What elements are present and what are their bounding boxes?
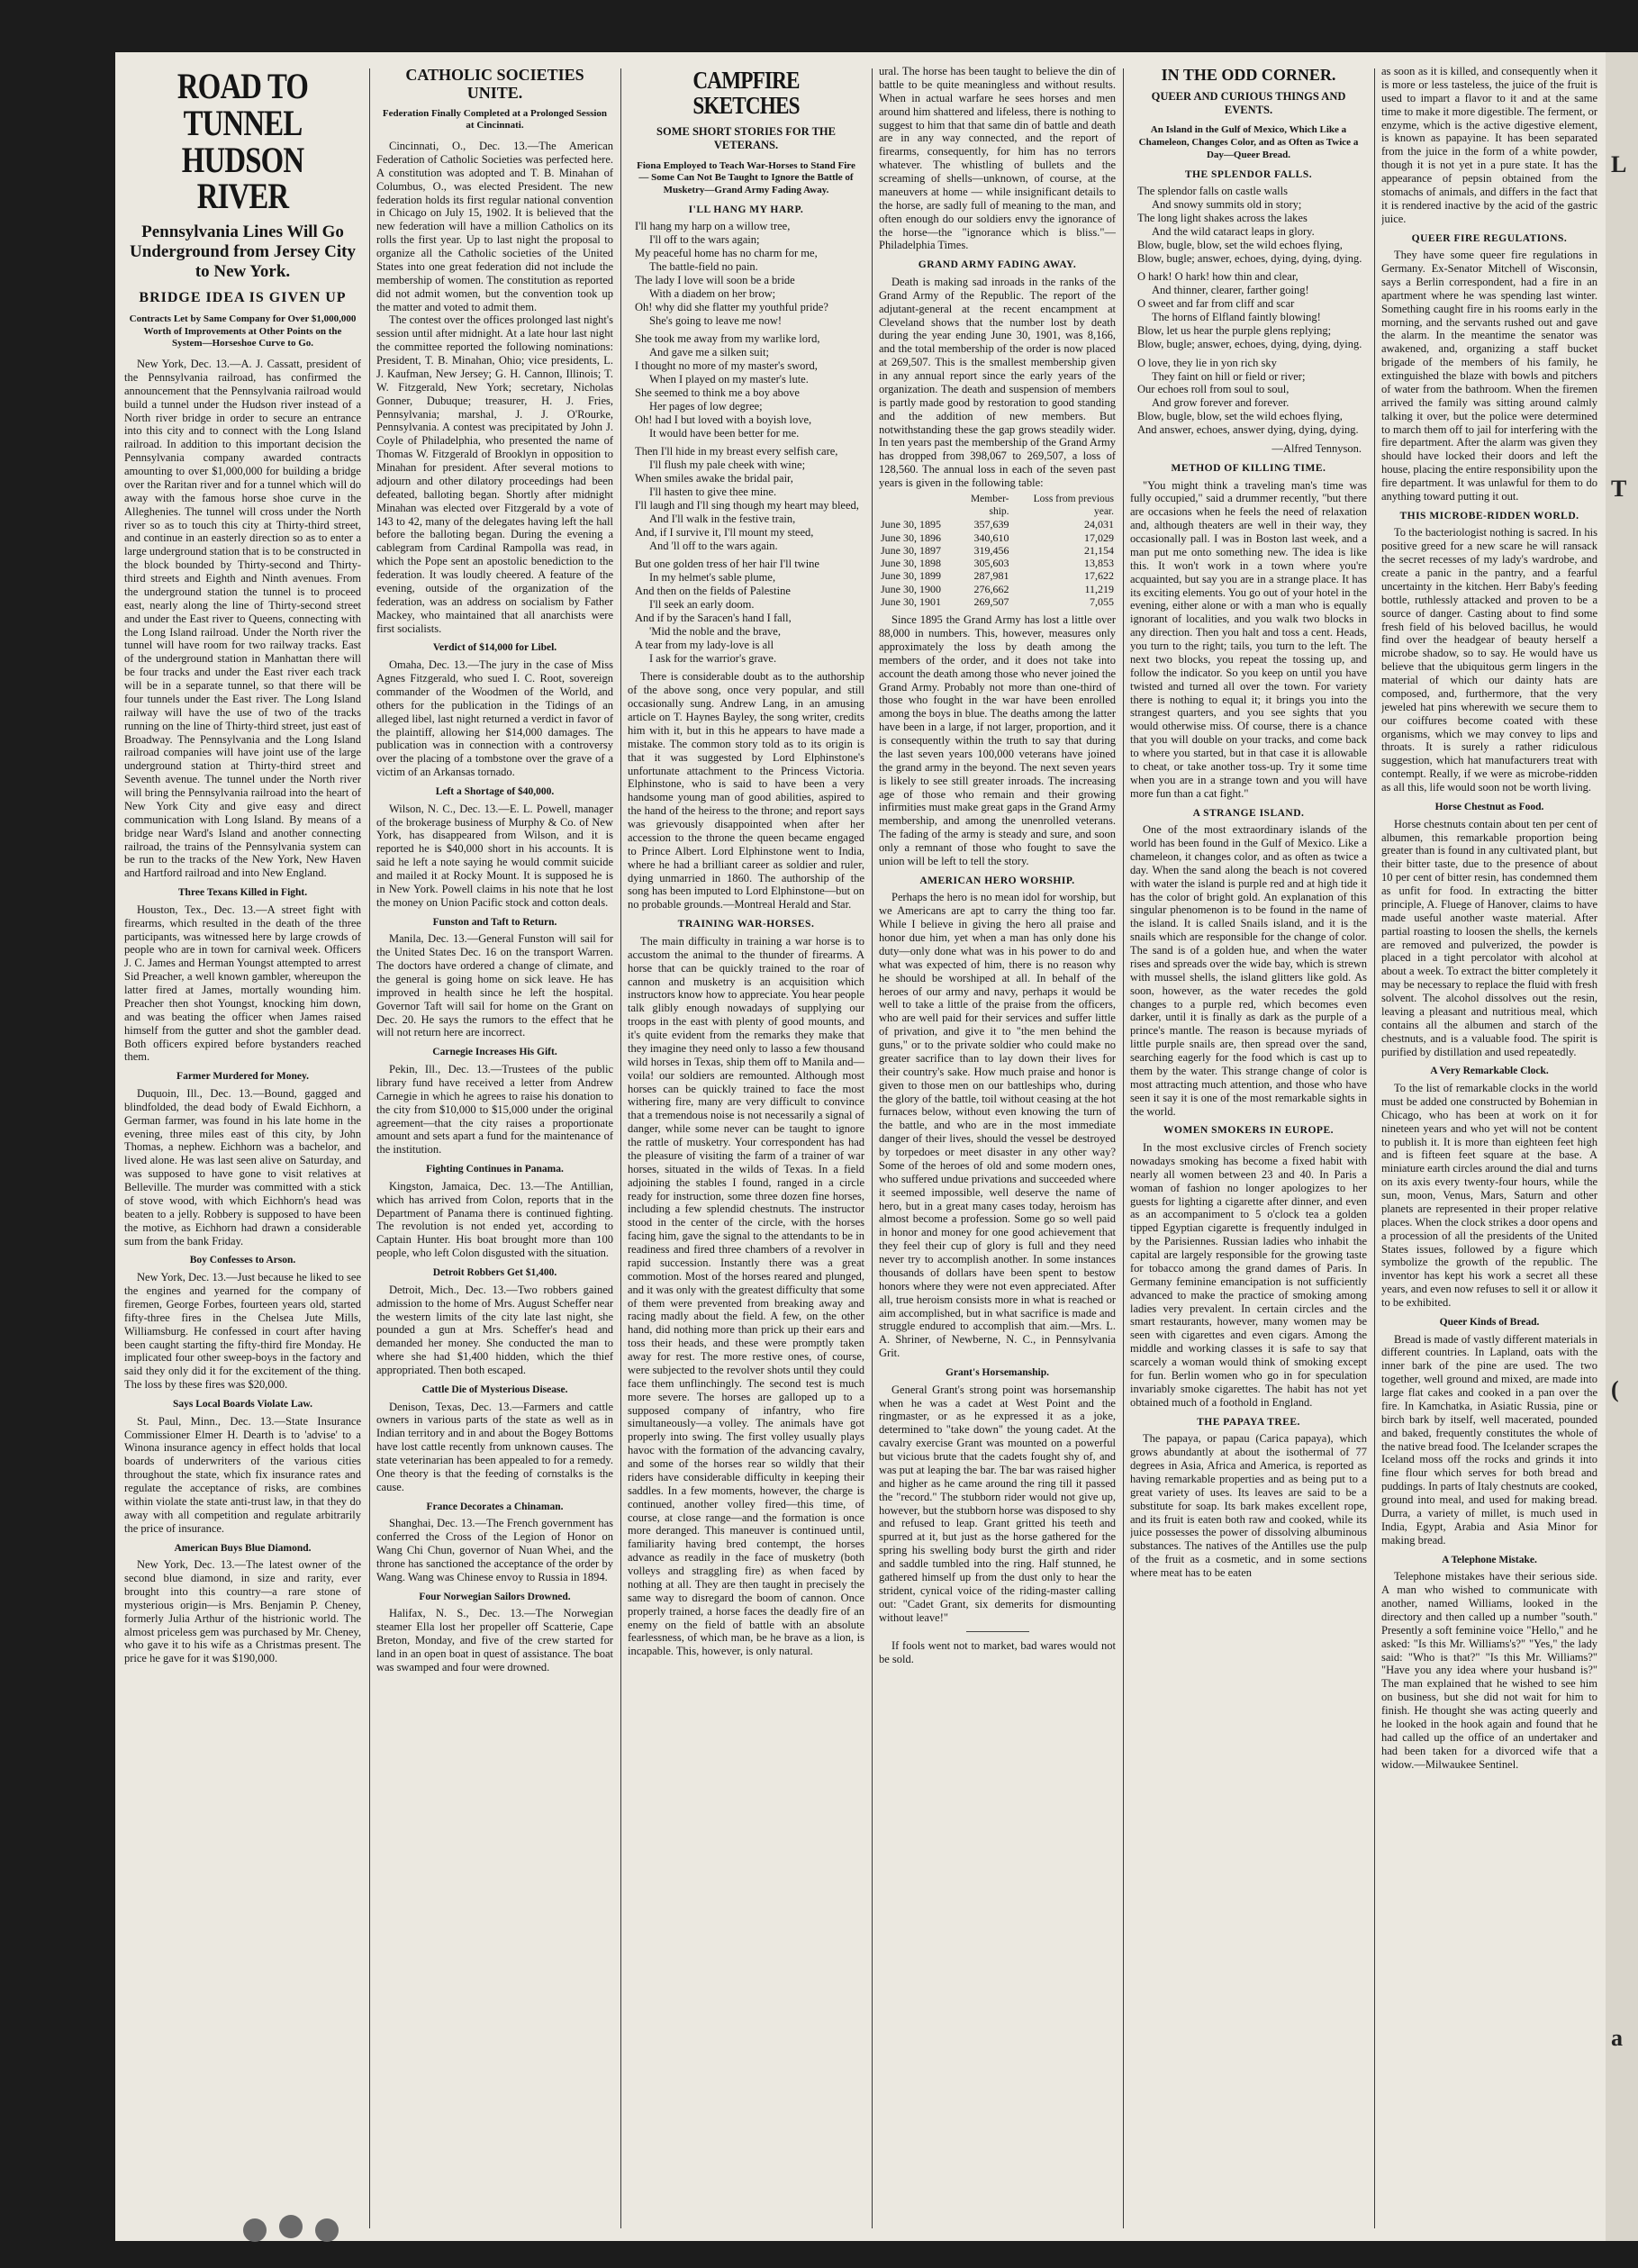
table-header-cell: Member-: [970, 493, 1009, 504]
table-cell: 7,055: [1090, 594, 1114, 608]
article-paragraph: General Grant's strong point was horsemanship when he was a cadet at West Point and the ringmaster, or as he expressed it as a joke, determined to "take down" the young cadet. At the cavalry exercise Grant was mounted on a powerful but vicious brute that the cadets fought shy of, and was put at leaping the bar. The bar was raised higher and higher as he came around the ring till it passed the "record." The stubborn rider would not give up, however, but the stubborn horse was disposed to shy and refused to leap. Grant gritted his teeth and spurred at it, but just as the horse gathered for the spring his swelling body burst the girth and rider and saddle tumbled into the ring. Half stunned, he gathered himself up from the dust only to hear the strident, cynical voice of the riding-master calling out: "Cadet Grant, six demerits for dismounting without leave!": [879, 1383, 1116, 1624]
poem-line: The battle-field no pain.: [649, 260, 758, 274]
poem-line: Blow, bugle; answer, echoes, dying, dying, dying.: [1137, 251, 1362, 265]
article-heading: Horse Chestnut as Food.: [1434, 801, 1544, 812]
poem-line: I'll hang my harp on a willow tree,: [635, 220, 791, 233]
article-heading: THE PAPAYA TREE.: [1197, 1416, 1300, 1428]
table-cell: 269,507: [973, 594, 1009, 608]
table-cell: 287,981: [973, 569, 1009, 583]
table-cell: June 30, 1895: [881, 518, 941, 531]
headline: CATHOLIC SOCIETIES UNITE.: [405, 66, 584, 102]
poem-line: The lady I love will soon be a bride: [635, 273, 795, 286]
article-paragraph: Manila, Dec. 13.—General Funston will sail for the United States Dec. 16 on the transport Warren. The doctors have ordered a change of climate, and the general is going home on sick leave. He has improved in health since he left the hospital. Governor Taft will sail for home on the Grant on Dec. 20. He says the rumors to the effect that he will not return here are incorrect.: [376, 932, 613, 1039]
article-heading: Verdict of $14,000 for Libel.: [432, 642, 557, 654]
table-cell: 17,622: [1084, 569, 1114, 583]
poem-line: When smiles awake the bridal pair,: [635, 472, 793, 485]
article-heading: A Telephone Mistake.: [1442, 1554, 1537, 1565]
article-heading: Says Local Boards Violate Law.: [173, 1399, 312, 1411]
column-rule: [1123, 68, 1124, 2228]
column-1: [124, 65, 361, 2232]
deck-summary: An Island in the Gulf of Mexico, Which Like a Chameleon, Changes Color, and as Often as Twice a Day—Queer Bread.: [1138, 124, 1359, 160]
divider: [966, 1631, 1029, 1632]
table-row: [879, 531, 1116, 544]
article-paragraph: They have some queer fire regulations in Germany. Ex-Senator Mitchell of Wisconsin, says a Berlin correspondent, had a fire in an apartment where he was spending last winter. Something caught fire in his rooms early in the morning, and the servants rushed out and gave the alarm. In the meantime the senator was awakened, and, organizing a staff bucket brigade of the members of his family, he extinguished the blaze with bowls and pitchers of water from the bathroom. When the firemen arrived the family was sitting around calmly talking it over, but the police were determined to march them off to jail for interfering with the fire department. After the alarm was given they should have locked their doors and left the house, placing the entire responsibility upon the fire department. It was unlawful for them to do anything toward putting it out.: [1381, 249, 1597, 503]
article-heading: Left a Shortage of $40,000.: [435, 786, 555, 798]
poem-line: They faint on hill or field or river;: [1152, 369, 1306, 383]
poem-line: I'll seek an early doom.: [649, 598, 755, 612]
poem-line: And 'll off to the wars again.: [649, 539, 778, 552]
poem-line: The long light shakes across the lakes: [1137, 211, 1308, 224]
article-heading: Three Texans Killed in Fight.: [177, 887, 308, 899]
poem-line: And I'll walk in the festive train,: [649, 512, 796, 525]
article-paragraph: Wilson, N. C., Dec. 13.—E. L. Powell, manager of the brokerage business of Murphy & Co. of New York, has disappeared from Wilson, and it is reported he is $40,000 short in his accounts. It is said he left a note saying he would commit suicide and mailed it at Rocky Mount. It is supposed he is in New York. Powell claims in his note that he lost the money on Union Pacific stock and cotton deals.: [376, 802, 613, 909]
microfilm-marks: [243, 2211, 441, 2256]
poem-stanza: [628, 220, 864, 327]
article-heading: Queer Kinds of Bread.: [1439, 1316, 1540, 1328]
article-heading: AMERICAN HERO WORSHIP.: [919, 875, 1075, 886]
article-paragraph: Death is making sad inroads in the ranks of the Grand Army of the Republic. The report of the adjutant-general at the recent encampment at Cleveland shows that the number lost by death during the year ending June 30, 1901, was 8,166, and the total membership of the order is now placed at 269,507. This is the smallest membership given in any annual report since the early years of the organization. The death and suspension of members is partly made good by restoration to good standing and the addition of new members. But notwithstanding these the gap grows steadily wider. In ten years past the membership of the Grand Army has dropped from 398,067 to 269,507, a loss of 128,560. The annual loss in each of the seven past years is given in the following table:: [879, 275, 1116, 490]
poem-line: With a diadem on her brow;: [649, 286, 776, 300]
table-row: [879, 569, 1116, 582]
edge-letter: T: [1611, 476, 1627, 502]
article-paragraph: The contest over the offices prolonged last night's session until after midnight. At a late hour last night the committee reported the following nominations: President, T. B. Minahan, Ohio; vice presidents, L. J. Kaufman, New Jersey; G. H. Cannon, Illinois; T. W. Fitzgerald, New York; secretary, Nicholas Gonner, Dubuque; treasurer, H. J. Fries, Pennsylvania; marshal, J. J. O'Rourke, Pennsylvania. A contest was precipitated by John J. Coyle of Philadelphia, who presented the name of Thomas W. Fitzgerald of Brooklyn in opposition to Minahan for president. After several motions to adjourn and other dilatory proceedings had been defeated, balloting began. Shortly after midnight Minahan was elected over Fitzgerald by a vote of 143 to 42, many of the delegates having left the hall before the balloting began. During the evening a cablegram from Cardinal Rampolla was read, in which the Pope sent an apostolic benediction to the federation. It was loudly cheered. A feature of the evening, outside of the organization of the federation, was an address on socialism by Father Mackey, who maintained that all anarchists were first socialists.: [376, 313, 613, 635]
article-paragraph: Horse chestnuts contain about ten per cent of albumen, this remarkable proportion being greater than is found in any cultivated plant, but their bitter taste, due to the presence of about 10 per cent of bitter resin, has condemned them as unfit for food. In extracting the bitter principle, A. Fluege of Hanover, claims to have made useful another waste material. After partial roasting to loosen the shells, the kernels are removed and pulverized, the powder is placed in a tight percolator with alcohol at about a week. To extract the bitter completely it may be necessary to replace the fluid with fresh solvent. The alcohol dissolves out the resin, leaving a pleasant and nutritious meal, which contains all the albumen and starch of the chestnuts, and is a valuable food. The spirit is purified by distillation and used repeatedly.: [1381, 817, 1597, 1058]
film-hole: [279, 2215, 303, 2238]
adjacent-page-edge: [1606, 52, 1638, 2241]
poem-line: And thinner, clearer, farther going!: [1152, 284, 1309, 297]
poem-stanza: [628, 445, 864, 552]
article-heading: Carnegie Increases His Gift.: [432, 1047, 557, 1058]
membership-table: [879, 494, 1116, 608]
poem-line: Her pages of low degree;: [649, 399, 763, 413]
column-5: [1130, 65, 1367, 2232]
subheadline: Pennsylvania Lines Will Go Underground from Jersey City to New York.: [129, 222, 357, 281]
article-paragraph: Shanghai, Dec. 13.—The French government has conferred the Cross of the Legion of Honor on Wang Chi Chun, governor of Nuan Whei, and the throne has sanctioned the acceptance of the order by Wang. Wang was Chinese envoy to Russia in 1894.: [376, 1517, 613, 1583]
poem-line: It would have been better for me.: [649, 426, 800, 440]
table-header-row: [879, 506, 1116, 519]
column-rule: [369, 68, 370, 2228]
table-cell: 13,853: [1084, 557, 1114, 570]
poem-line: When I played on my master's lute.: [649, 373, 809, 386]
poem-line: Blow, bugle, blow, set the wild echoes flying,: [1137, 410, 1343, 423]
table-cell: June 30, 1896: [881, 531, 941, 544]
poem-stanza: [1130, 270, 1367, 350]
poem-line: And then on the fields of Palestine: [635, 585, 791, 598]
table-header-row: [879, 494, 1116, 506]
poem-line: I thought no more of my master's sword,: [635, 359, 818, 373]
article-paragraph: If fools went not to market, bad wares would not be sold.: [879, 1639, 1116, 1666]
poem-line: She seemed to think me a boy above: [635, 386, 800, 399]
article-paragraph: Since 1895 the Grand Army has lost a little over 88,000 in numbers. This, however, measures only approximately the loss by death among the members of the order, and it does not take into account the death among those who never joined the Grand Army. Probably not more than one-third of those who fought in the war have been enrolled among the boys in blue. The deaths among the latter have been in a large, if not larger, proportion, and it is consequently within the truth to say that during the last seven years 100,000 veterans have joined the grand army in the beyond. The next seven years is likely to see still greater inroads. The increasing age of those who remain and their growing infirmities must make great gaps in the Grand Army membership, and among the unenrolled veterans. The fading of the army is steady and sure, and soon only a remnant of those who fought to save the union will be left to tell the story.: [879, 613, 1116, 867]
poem-line: And if by the Saracen's hand I fall,: [635, 611, 792, 624]
article-heading: Farmer Murdered for Money.: [176, 1071, 309, 1083]
article-paragraph: St. Paul, Minn., Dec. 13.—State Insurance Commissioner Elmer H. Dearth is to 'advise' to a Winona insurance agency in effect holds that local boards of underwriters of the various cities throughout the state, which fix insurance rates and regulate the acceptance of risks, are combines within violate the state anti-trust law, in that they do away with all competition and regulate arbitrarily the price of insurance.: [124, 1414, 361, 1535]
poem-line: Blow, let us hear the purple glens replying;: [1137, 323, 1332, 337]
column-2: [376, 65, 613, 2232]
column-4: [879, 65, 1116, 2232]
deck-summary: Federation Finally Completed at a Prolonged Session at Cincinnati.: [382, 107, 608, 132]
poem-line: O love, they lie in yon rich sky: [1137, 356, 1277, 369]
article-paragraph: Houston, Tex., Dec. 13.—A street fight with firearms, which resulted in the death of the three participants, was witnessed here by large crowds of people who are in town for carnival week. Officers J. C. James and Herman Youngst attempted to arrest Sid Preacher, a well known gambler, whereupon the latter fired at James, mortally wounding him. Preacher then shot Youngst, knocking him down, and was beating the officer when James raised himself from the gutter and shot the gambler dead. Both officers expired before bystanders reached them.: [124, 903, 361, 1064]
article-paragraph: To the bacteriologist nothing is sacred. In his positive greed for a new scare he will ransack the secret recesses of my lady's wardrobe, and create a panic in the pantry, and a fearful uncertainty in the kitchen. Herr Baby's feeding bottle, ruthlessly attacked and proven to be a source of danger. Casting about to find some fresh field of his beloved bacillus, he would find over the headgear of beauty herself a microbe shadow, so to say. He would have us believe that the ubiquitous germ lingers in the material of which our dainty hats are composed, and, furthermore, that the very jeweled hat pins wherewith we secure them to our coiffures become coated with these organisms, which we may convey to lips and throats. It is surely a rather ridiculous suggestion, which hat manufacturers treat with contempt. Really, if we were as microbe-ridden as all this, life would soon not be worth living.: [1381, 526, 1597, 794]
table-row: [879, 518, 1116, 531]
edge-letter: (: [1611, 1376, 1619, 1402]
article-paragraph: New York, Dec. 13.—Just because he liked to see the engines and yearned for the company of firemen, George Forbes, fourteen years old, started fifty-three fires in the Chelsea Jute Mills, Williamsburg. He confessed in court after having been caught starting the fifty-third fire Monday. He implicated four other sweep-boys in the factory and said they only did it for the excitement of the thing. The loss by these fires was $20,000.: [124, 1271, 361, 1392]
article-heading: GRAND ARMY FADING AWAY.: [918, 259, 1077, 271]
poem-line: Blow, bugle, blow, set the wild echoes flying,: [1137, 238, 1343, 251]
poem-line: I'll flush my pale cheek with wine;: [649, 458, 806, 472]
poem-line: I'll off to the wars again;: [649, 233, 760, 247]
table-cell: 24,031: [1084, 518, 1114, 531]
poem-line: O sweet and far from cliff and scar: [1137, 297, 1295, 311]
table-header-cell: [879, 506, 958, 519]
article-paragraph: as soon as it is killed, and consequently when it is more or less tasteless, the juice of the fruit is used to impart a flavor to it and at the same time to make it more digestible. The ferment, or enzyme, which is the active digestive element, is known as papayine. It has been separated from the juice in the form of a white powder, though it is not yet in a pure state. It has the appearance of pepsin obtained from the stomachs of animals, and differs in the fact that it is rendered inactive by the acid of the gastric juice.: [1381, 65, 1597, 225]
poem-line: Then I'll hide in my breast every selfish care,: [635, 445, 838, 458]
article-paragraph: In the most exclusive circles of French society nowadays smoking has become a fixed habit with nearly all women between 23 and 40. In Paris a woman of fashion no longer apologizes to her guests for lighting a cigarette after dinner, and even as an accompaniment to 5 o'clock tea a golden tipped Egyptian cigarette is frequently indulged in by the Parisiennes. Russian ladies who inhabit the capital are largely responsible for the growing taste for tobacco among the grand dames of Paris. In Germany feminine emancipation is not sufficiently advanced to make the practice of smoking among ladies very prevalent. In certain circles and the smart restaurants, however, many women may be seen with cigarettes and even cigars. Among the middle and working classes it is safe to say that scarcely a woman would think of smoking except for fun. Berlin women who go in for speculation invariably smoke cigarettes. The habit has not yet obtained much of a foothold in England.: [1130, 1141, 1367, 1409]
poem-line: I'll hasten to give thee mine.: [649, 485, 777, 499]
article-paragraph: ural. The horse has been taught to believe the din of battle to be quite meaningless and without results. When in actual warfare he sees horses and men around him shattered and lifeless, there is nothing to suggest to him that that same din of battle and death are in any way connected, and the report of firearms, consequently, for him has no terrors whatever. The whistling of bullets and the screaming of shells—unknown, of course, at the maneuvers at home — while insignificant details to the horse, are sadly full of meaning to the man, and often enough do our soldiers envy the ignorance of the horse—the "ignorance which is bliss."—Philadelphia Times.: [879, 65, 1116, 252]
poem-attribution: —Alfred Tennyson.: [1271, 441, 1362, 455]
poem-line: O hark! O hark! how thin and clear,: [1137, 270, 1299, 284]
table-row: [879, 557, 1116, 569]
column-6: [1381, 65, 1597, 2232]
article-paragraph: Duquoin, Ill., Dec. 13.—Bound, gagged and blindfolded, the dead body of Ewald Eichhorn, a German farmer, was found in his late home in the evening, three miles east of this city, by John Thomas, a nephew. Eichhorn was a bachelor, and lived alone. He was last seen alive on Saturday, and was supposed to have gone to visit relatives at Belleville. The murder was committed with a stick of stove wood, with which Eichhorn's head was beaten to a jelly. Robbery is supposed to have been the motive, as Eichhorn had drawn a considerable sum from the bank Friday.: [124, 1086, 361, 1247]
table-cell: 305,603: [973, 557, 1009, 570]
poem-line: Our echoes roll from soul to soul,: [1137, 383, 1290, 396]
poem-line: And the wild cataract leaps in glory.: [1152, 224, 1315, 238]
table-row: [879, 595, 1116, 608]
table-cell: 357,639: [973, 518, 1009, 531]
table-row: [879, 583, 1116, 595]
table-header-cell: [879, 494, 958, 506]
article-heading: France Decorates a Chinaman.: [426, 1501, 564, 1512]
article-paragraph: Halifax, N. S., Dec. 13.—The Norwegian steamer Ella lost her propeller off Scatterie, Cape Breton, Monday, and five of the crew started for land in an open boat in quest of assistance. The boat was swamped and four were drowned.: [376, 1607, 613, 1674]
poem-line: In my helmet's sable plume,: [649, 571, 776, 585]
poem-line: Oh! why did she flatter my youthful pride?: [635, 300, 828, 313]
poem-line: A tear from my lady-love is all: [635, 638, 774, 651]
article-heading: American Buys Blue Diamond.: [174, 1542, 312, 1554]
poem-line: But one golden tress of her hair I'll twine: [635, 558, 819, 571]
table-cell: 340,610: [973, 531, 1009, 544]
poem-line: 'Mid the noble and the brave,: [649, 624, 781, 638]
poem-line: And, if I survive it, I'll mount my steed,: [635, 525, 814, 539]
deck-summary: QUEER AND CURIOUS THINGS AND EVENTS.: [1151, 89, 1346, 117]
column-3: [628, 65, 864, 2232]
article-heading: Detroit Robbers Get $1,400.: [432, 1267, 557, 1279]
newspaper-page: [115, 52, 1606, 2241]
table-cell: 276,662: [973, 582, 1009, 595]
poem-stanza: [628, 558, 864, 665]
table-cell: June 30, 1898: [881, 557, 941, 570]
article-paragraph: Kingston, Jamaica, Dec. 13.—The Antillian, which has arrived from Colon, reports that in the Department of Panama there is continued fighting. The revolution is not ended yet, according to Captain Hunter. His boat brought more than 100 people, who left Colon disgusted with the situation.: [376, 1179, 613, 1260]
article-heading: I'LL HANG MY HARP.: [688, 204, 804, 215]
deck-summary: SOME SHORT STORIES FOR THE VETERANS.: [656, 125, 836, 152]
article-heading: Fighting Continues in Panama.: [426, 1164, 564, 1175]
table-row: [879, 544, 1116, 557]
table-cell: 17,029: [1084, 531, 1114, 544]
table-cell: June 30, 1897: [881, 543, 941, 557]
headline: ROAD TO TUNNEL HUDSON RIVER: [176, 66, 309, 217]
article-paragraph: Detroit, Mich., Dec. 13.—Two robbers gained admission to the home of Mrs. August Scheffer near the western limits of the city late last night, she pounded a gun at Mrs. Scheffer's head and demanded her money. She conducted the man to where she had $1,400 hidden, which the thief appropriated. Then both escaped.: [376, 1283, 613, 1376]
article-paragraph: The main difficulty in training a war horse is to accustom the animal to the thunder of firearms. A horse that can be quickly trained to the roar of cannon and musketry is an acquisition which instructors know how to appreciate. You hear people talk glibly enough nowadays of supplying our troops in the east with plenty of good mounts, and it's quite evident from the remarks they make that they imagine they need only to lasso a few thousand wild horses in Texas, ship them off to Manila and—voila! our soldiers are remounted. Although most horses can be quickly trained to face the most withering fire, many are very difficult to convince that a tremendous noise is not necessarily a signal of danger, while some never can be taught to ignore the rattle of musketry. Your correspondent has had the pleasure of visiting the farm of a trainer of war horses, situated in the wilds of Texas. In a field adjoining the stables I found, ranged in a circle ready for instruction, some three dozen fine horses, including a few splendid chestnuts. The instructor stood in the center of the circle, with the horses facing him, gave the signal to the attendants to be in readiness and fired three chambers of a revolver in rapid succession. Instantly there was a great commotion. Most of the horses reared and plunged, and it was only with the greatest difficulty that some of them were prevented from breaking away and racing madly about the field. A few, on the other hand, did nothing more than prick up their ears and toss their heads, and these were promptly taken away for rest. The more restive ones, of course, were subjected to the revolver shots until they could face them unflinchingly. The second test is much more severe. The horses are galloped up to a supposed company of infantry, who fire simultaneously—a volley. The animals have got properly into swing. The first volley usually plays havoc with the formation of the advancing cavalry, and some of the horses rear so wildly that their riders have considerable difficulty in keeping their saddles. In a few moments, however, the charge is continued, another volley fired—this time, of course, at close range—and the formation is once more deranged. This maneuver is continued until, familiarity having bred contempt, the horses advance as readily in the face of musketry (both volleys and straggling fire) as when faced by nothing at all. They are then taught in precisely the same way to disregard the boom of cannon. Once properly trained, a horse faces the deadly fire of an enemy on the field of battle with an absolute fearlessness, of which man, be he brave as a lion, is incapable. This, however, is only natural.: [628, 934, 864, 1658]
article-heading: QUEER FIRE REGULATIONS.: [1411, 232, 1568, 244]
poem-line: My peaceful home has no charm for me,: [635, 247, 818, 260]
article-paragraph: Omaha, Dec. 13.—The jury in the case of Miss Agnes Fitzgerald, who sued I. C. Root, sovereign commander of the Woodmen of the World, and others for the publication in the Tidings of an alleged libel, last night returned a verdict in favor of the plaintiff, allowing her $14,000 damages. The publication was in connection with a controversy over the placing of a tombstone over the grave of a victim of an Arkansas tornado.: [376, 658, 613, 779]
poem-line: I'll laugh and I'll sing though my heart may bleed,: [635, 498, 859, 512]
edge-letter: a: [1611, 2025, 1623, 2051]
poem-line: And grow forever and forever.: [1152, 396, 1290, 410]
table-cell: June 30, 1899: [881, 569, 941, 583]
article-heading: Grant's Horsemanship.: [945, 1367, 1049, 1379]
table-cell: 11,219: [1084, 582, 1114, 595]
poem-line: I ask for the warrior's grave.: [649, 651, 777, 665]
article-paragraph: Denison, Texas, Dec. 13.—Farmers and cattle owners in various parts of the state as well as in Indian territory and in and about the Bogey Bottoms have lost cattle recently from unknown causes. The state veterinarian has been appealed to for a remedy. One theory is that the feeding of cornstalks is the cause.: [376, 1400, 613, 1493]
poem-line: And snowy summits old in story;: [1152, 198, 1302, 212]
article-paragraph: One of the most extraordinary islands of the world has been found in the Gulf of Mexico. Like a chameleon, it changes color, and as often as twice a day. When the sand along the beach is not covered with water the island is purple red and at high tide it has the color of bright gold. An explanation of this singular phenomenon is to be found in the name of the island. It is called Snails island, and it is the snails which are responsible for the change of color. The sand is of a golden hue, and when the water rises and spreads over the wide bay, which is strewn with mussel shells, the island glitters like gold. As soon, however, as the water recedes the gold changes to a purple red, which becomes even darker, until it is finally as dark as the purple of a prince's mantle. The reason is because myriads of little purple snails are, then spread over the sand, searching eagerly for the food which is cast up to them by the water. This strange change of color is most attracting much attention, and those who have seen it say it is one of the most remarkable sights in the world.: [1130, 823, 1367, 1118]
article-paragraph: There is considerable doubt as to the authorship of the above song, once very popular, and still occasionally sung. Andrew Lang, in an amusing article on T. Haynes Bayley, the song writer, credits him with it, but in this he appears to have made a mistake. The common story told as to its origin is that it was suggested by Lord Elphinstone's unfortunate attachment to the Princess Victoria. Elphinstone, who is said to have been a very handsome young man of good abilities, aspired to the hand of the heiress to the throne; and report says was grievously disappointed when after her accession to the throne the queen became engaged to Prince Albert. Lord Elphinstone went to India, where he had a brilliant career as soldier and ruler, dying unmarried in 1860. The authorship of the song has been imputed to Lord Elphinstone—but on no probable grounds.—Montreal Herald and Star.: [628, 670, 864, 912]
poem-line: Blow, bugle; answer, echoes, dying, dying, dying.: [1137, 337, 1362, 350]
poem-line: She took me away from my warlike lord,: [635, 332, 820, 346]
article-heading: Cattle Die of Mysterious Disease.: [421, 1383, 568, 1395]
article-paragraph: New York, Dec. 13.—The latest owner of the second blue diamond, in size and rarity, ever brought into this country—a rare stone of mysterious origin—is Mrs. Benjamin P. Cheney, formerly Julia Arthur of the histrionic world. The almost priceless gem was purchased by Mr. Cheney, who gave it to his wife as a Christmas present. The price he gave for it was $190,000.: [124, 1558, 361, 1665]
article-heading: THE SPLENDOR FALLS.: [1184, 168, 1313, 180]
article-heading: THIS MICROBE-RIDDEN WORLD.: [1399, 510, 1579, 522]
table-cell: 319,456: [973, 543, 1009, 557]
article-paragraph: Cincinnati, O., Dec. 13.—The American Federation of Catholic Societies was perfected here. A constitution was adopted and T. B. Minahan of Columbus, O., was elected President. The new federation holds its first regular national convention in Chicago on July 15, 1902. It is believed that the new federation will have a million Catholics on its rolls the first year. Up to last night the proposal to organize all the Catholic societies of the United States into one great federation did not include the membership of women. The constitution as reported did not admit women, but the convention took up the matter and voted to admit them.: [376, 140, 613, 313]
table-cell: 21,154: [1084, 543, 1114, 557]
column-rule: [872, 68, 873, 2228]
article-paragraph: Telephone mistakes have their serious side. A man who wished to communicate with another, named Williams, looked in the directory and then called up a number "south." Presently a soft feminine voice "Hello," and he asked: "Is this Mr. Williams's?" "Yes," the lady said: "Who is that?" "Is this Mr. Williams?" "Have you any idea where your husband is?" The man explained that he wished to see him on business, but she did not wait for him to finish. He thought she was acting queerly and he looked in the hook again and found that he had called up the office of an undertaker and had been taken for a divorced wife that a widow.—Milwaukee Sentinel.: [1381, 1570, 1597, 1771]
article-paragraph: Bread is made of vastly different materials in different countries. In Lapland, oats with the inner bark of the pine are used. The two together, well ground and mixed, are made into large flat cakes and cooked in a pan over the fire. In Kamchatka, in Asiatic Russia, pine or birch bark by itself, well macerated, pounded and baked, frequently constitutes the whole of the native bread food. The Icelander scrapes the Iceland moss off the rocks and grinds it into fine flour which serves for both bread and puddings. In parts of Italy chestnuts are cooked, ground into meal, and used for making bread. Durra, a variety of millet, is much used in India, Egypt, Arabia and Asia Minor for making bread.: [1381, 1332, 1597, 1547]
poem-stanza: [1130, 185, 1367, 265]
headline: CAMPFIRE SKETCHES: [692, 67, 800, 119]
table-cell: June 30, 1901: [881, 594, 941, 608]
article-heading: METHOD OF KILLING TIME.: [1171, 462, 1326, 474]
subheadline: BRIDGE IDEA IS GIVEN UP: [139, 289, 347, 305]
table-header-cell: ship.: [989, 505, 1009, 517]
article-heading: Funston and Taft to Return.: [432, 916, 557, 928]
poem-stanza: [1130, 357, 1367, 437]
article-paragraph: "You might think a traveling man's time was fully occupied," said a drummer recently, "but there are occasions when he feels the need of relaxation and, although theaters are well in their way, they occasionally pall. I was in Boston last week, and a man put me onto something new. The idea is like this. It won't work in a town where you're acquainted, but say you are in a strange place. It has its exciting elements. You go out of your hotel in the evening, either alone or with a man who is equally ignorant of localities, and you walk two blocks in any direction. Then you halt and toss a cent. Heads, you turn to the right; tails, you turn to the left. The next two blocks, you repeat the tossing up, and follow the indicator. So you keep on until you have twisted and turned all over the town. For variety there is nothing to equal it; it brings you into the strangest quarters, and you see sights that you would otherwise miss. Of course, there is a chance that you will double on your tracks, and come back to where you started, but in that case it is allowable to cheat, or take another toss-up. Try it some time when you are in a strange town and you will have more fun than a cat fight.": [1130, 478, 1367, 800]
article-heading: Four Norwegian Sailors Drowned.: [419, 1591, 571, 1602]
edge-letter: L: [1611, 151, 1627, 177]
article-heading: TRAINING WAR-HORSES.: [677, 919, 815, 930]
column-rule: [1374, 68, 1375, 2228]
article-paragraph: Perhaps the hero is no mean idol for worship, but we Americans are apt to carry the thing too far. While I believe in giving the hero all praise and honor due him, yet when a man has only done his duty—only done what was in his power to do and what was expected of him, there is no reason why he should be worshiped at all. In behalf of the heroes of our army and navy, perhaps it would be well to take a little of the praise from the officers, who are well paid for their services and suffer little of privation, and give it to "the men behind the guns," or to the private soldier who could make no greater sacrifice than to lay down their lives for their country's sake. How much praise and honor is given to those men on our battleships who, during the glory of the battle, toil without ceasing at the hot furnaces below, without even knowing the turn of the battle, and who are in the most immediate danger of their lives, should the vessel be destroyed by torpedoes or meet disaster in any other way? Some of the heroes of old and some modern ones, who suffered undue privations and succeeded where it seemed impossible, well deserve the name of hero, but in a great many cases today, heroism has almost become a profession. Some go so well paid in honor and money for one good achievement that they feel their cup of glory is full and they need never try to accomplish another. In some instances thousands of dollars have been spent to bestow honors where they were not even appreciated. After all, true heroism consists more in what is reached or aim accomplished, but in what sacrifice is made and struggle endured to accomplish that aim.—Mrs. L. A. Shriner, of Newberne, N. C., in Pennsylvania Grit.: [879, 891, 1116, 1360]
article-paragraph: The papaya, or papau (Carica papaya), which grows abundantly at about the isothermal of 77 degrees in Asia, Africa and America, is reported as having remarkable properties and as being put to a great variety of uses. Its leaves are said to be a substitute for soap. Its bark makes excellent rope, and its fruit is eaten both raw and cooked, while its juice possesses the power of dissolving albuminous substances. The natives of the Antilles use the pulp of the fruit as a cosmetic, and in some sections where meat has to be eaten: [1130, 1432, 1367, 1580]
article-paragraph: New York, Dec. 13.—A. J. Cassatt, president of the Pennsylvania railroad, has confirmed the announcement that the Pennsylvania railroad would build a tunnel under the Hudson river instead of a North river bridge in order to secure an entrance into this city and to connect with the Long Island railroad. In addition to this important decision the Pennsylvania company awarded contracts amounting to over $1,000,000 for building a bridge over the Raritan river and for a tunnel which will do away with the famous horse shoe curve in the Alleghenies. The tunnel will cross under the North river so as to touch this city at Thirty-third street, and continue in an easterly direction so as to enter a large underground station that is to be constructed in the block bounded by Thirty-second and Thirty-third streets and Eighth and Ninth avenues. From the underground station the tunnel is to proceed east, nearly along the line of Thirty-second street and under the East river to Queens, connecting with the Long Island railroad. Under the North river the tunnel will have room for two railway tracks. East of the underground station in Manhattan there will be four tracks and under the East river each track will be in a separate tunnel, so that there will be four tunnels under the East river. The Long Island railway will have the use of two of the tracks running on the line of Thirty-third street, just east of Broadway. The Pennsylvania and the Long Island railroad companies will have joint use of the large underground station at Thirty-third street and Seventh avenue. The tunnel under the North river will bring the Pennsylvania railroad into the heart of New York City and give easy and direct communication with Long Island. By means of a bridge near Ward's Island and another connecting railroad, the trains of the Pennsylvania system can be run to the tracks of the New York, New Haven and Hartford railroad and into New England.: [124, 358, 361, 880]
poem-stanza: [628, 332, 864, 440]
article-heading: WOMEN SMOKERS IN EUROPE.: [1163, 1125, 1334, 1137]
poem-line: She's going to leave me now!: [649, 313, 783, 327]
headline: IN THE ODD CORNER.: [1161, 66, 1336, 84]
article-heading: A Very Remarkable Clock.: [1430, 1066, 1549, 1077]
table-header-cell: Loss from previous: [1033, 493, 1114, 504]
poem-line: The horns of Elfland faintly blowing!: [1152, 311, 1321, 324]
poem-line: And answer, echoes, answer dying, dying, dying.: [1137, 423, 1359, 437]
poem-line: The splendor falls on castle walls: [1137, 185, 1288, 198]
article-paragraph: To the list of remarkable clocks in the world must be added one constructed by Bohemian in Chicago, who has been at work on it for nineteen years and who yet will not be content to publish it. It is more than eighteen feet high and is fifteen feet square at the base. A miniature earth circles around the dial and turns on its axis every twenty-four hours, while the sun, moon, Venus, Mars, Saturn and other planets are represented in their proper relative places. When the clock strikes a door opens and a procession of all the presidents of the United States issues, followed by a figure which symbolize the growth of the republic. The inventor has kept his work a secret all these years, and even now refuses to sell it or allow it to be exhibited.: [1381, 1082, 1597, 1310]
deck-summary: Fiona Employed to Teach War-Horses to Stand Fire — Some Can Not Be Taught to Ignore the Battle of Musketry—Grand Army Fading Away.: [637, 159, 855, 196]
deck-summary: Contracts Let by Same Company for Over $1,000,000 Worth of Improvements at Other Points on the System—Horseshoe Curve to Go.: [129, 313, 357, 349]
column-rule: [620, 68, 621, 2228]
poem-line: Oh! had I but loved with a boyish love,: [635, 413, 812, 426]
article-paragraph: Pekin, Ill., Dec. 13.—Trustees of the public library fund have received a letter from Andrew Carnegie in which he agrees to raise his donation to the city from $10,000 to $15,000 under the original agreement—that the city raises a proportionate amount and sets apart a fund for the maintenance of the institution.: [376, 1063, 613, 1157]
article-heading: Boy Confesses to Arson.: [189, 1255, 296, 1266]
table-header-cell: year.: [1093, 505, 1114, 517]
table-cell: June 30, 1900: [881, 582, 941, 595]
film-hole: [243, 2218, 267, 2242]
film-hole: [315, 2218, 339, 2242]
poem-line: And gave me a silken suit;: [649, 346, 769, 359]
article-heading: A STRANGE ISLAND.: [1192, 807, 1305, 819]
